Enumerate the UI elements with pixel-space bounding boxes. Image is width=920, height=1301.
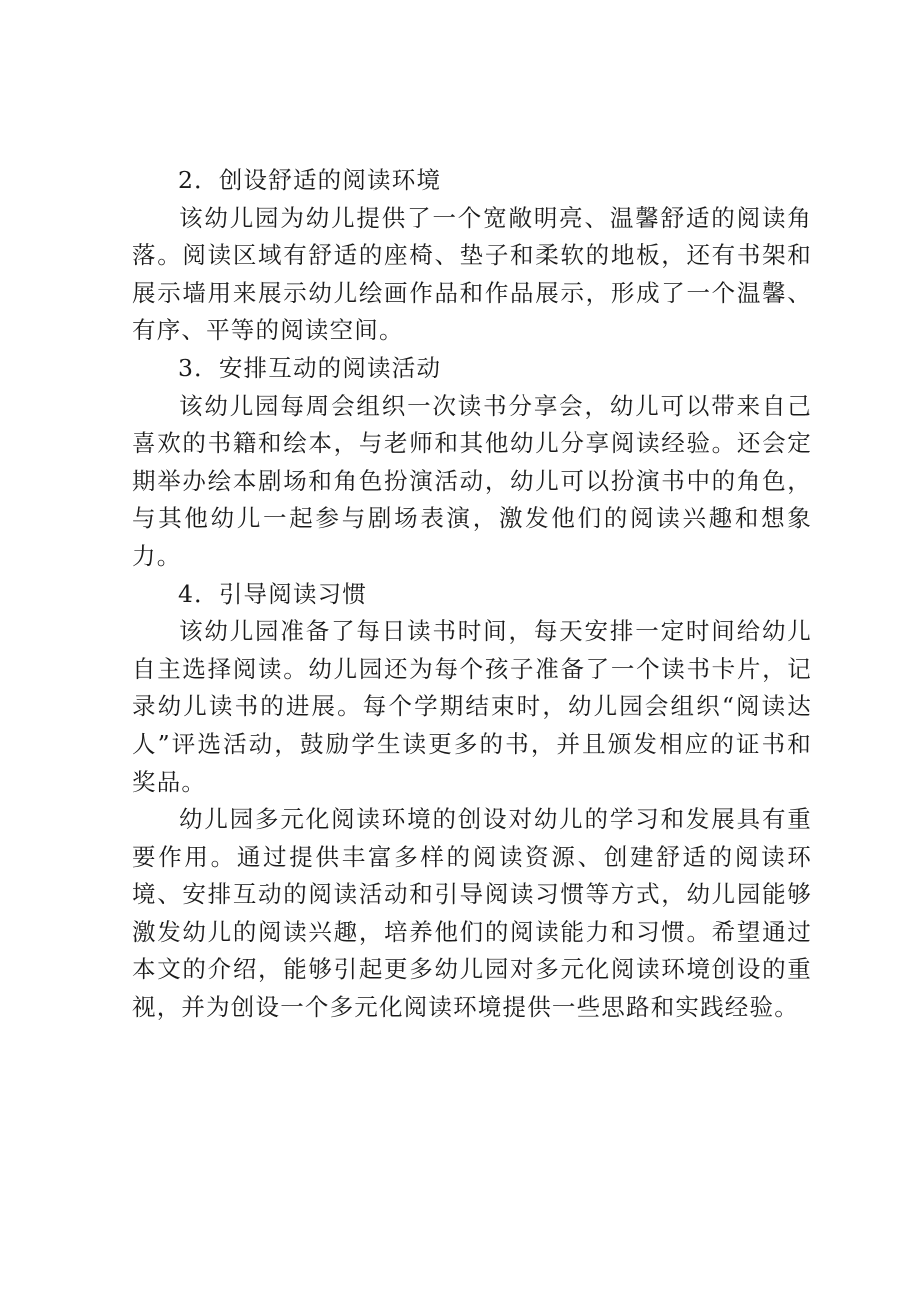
section-paragraph-environment: 该幼儿园为幼儿提供了一个宽敞明亮、温馨舒适的阅读角落。阅读区域有舒适的座椅、垫子和柔软的地板，还有书架和展示墙用来展示幼儿绘画作品和作品展示，形成了一个温馨、有序、平等的阅读空间。 [132,203,812,345]
section-paragraph-habits: 该幼儿园准备了每日读书时间，每天安排一定时间给幼儿自主选择阅读。幼儿园还为每个孩子准备了一个读书卡片，记录幼儿读书的进展。每个学期结束时，幼儿园会组织“阅读达人”评选活动，鼓励学生读更多的书，并且颁发相应的证书和奖品。 [132,617,812,796]
document-body [132,162,812,1027]
section-heading-habits: 4．引导阅读习惯 [178,579,368,608]
section-heading-activities: 3．安排互动的阅读活动 [178,353,442,382]
section-heading-environment: 2．创设舒适的阅读环境 [178,166,442,194]
conclusion-paragraph: 幼儿园多元化阅读环境的创设对幼儿的学习和发展具有重要作用。通过提供丰富多样的阅读资源、创建舒适的阅读环境、安排互动的阅读活动和引导阅读习惯等方式，幼儿园能够激发幼儿的阅读兴趣，培养他们的阅读能力和习惯。希望通过本文的介绍，能够引起更多幼儿园对多元化阅读环境创设的重视，并为创设一个多元化阅读环境提供一些思路和实践经验。 [132,805,812,1022]
section-paragraph-activities: 该幼儿园每周会组织一次读书分享会，幼儿可以带来自己喜欢的书籍和绘本，与老师和其他幼儿分享阅读经验。还会定期举办绘本剧场和角色扮演活动，幼儿可以扮演书中的角色，与其他幼儿一起参与剧场表演，激发他们的阅读兴趣和想象力。 [132,391,812,570]
